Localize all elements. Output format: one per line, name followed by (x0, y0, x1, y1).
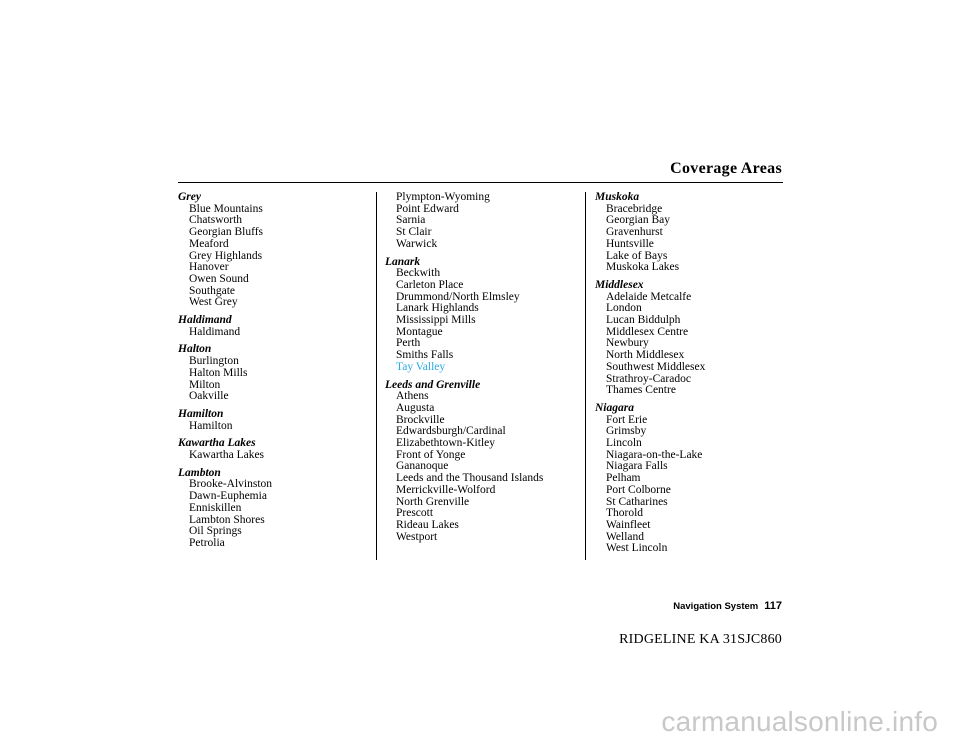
area-item: Petrolia (189, 536, 225, 549)
area-item: Leeds and the Thousand Islands (396, 472, 544, 485)
area-item: Prescott (396, 507, 434, 520)
area-item-list (595, 204, 785, 274)
area-item: Tay Valley (396, 360, 446, 373)
area-item-list (178, 450, 363, 462)
county-group (595, 403, 785, 555)
area-item: Milton (189, 378, 221, 391)
area-item: Carleton Place (396, 278, 464, 291)
area-item-list (178, 204, 363, 309)
county-heading: Haldimand (178, 314, 232, 327)
area-item: Hamilton (189, 419, 233, 432)
area-item: Plympton-Wyoming (396, 191, 490, 203)
area-item: Beckwith (396, 267, 441, 280)
county-group (385, 380, 580, 544)
area-item: Hanover (189, 261, 229, 274)
area-item: Thames Centre (606, 384, 676, 397)
area-item: Adelaide Metcalfe (606, 290, 692, 303)
header-rule (178, 182, 783, 183)
area-item-list (178, 421, 363, 433)
area-item: Fort Erie (606, 413, 648, 426)
column-divider-2 (585, 192, 586, 560)
area-item: Warwick (396, 237, 438, 250)
area-item: Lake of Bays (606, 249, 668, 262)
area-item: Huntsville (606, 237, 654, 250)
area-item: Bracebridge (606, 202, 663, 215)
page-number: 117 (764, 600, 782, 612)
area-item: West Lincoln (606, 542, 668, 555)
area-item: Strathroy-Caradoc (606, 372, 691, 385)
county-group (178, 468, 363, 550)
county-group (178, 409, 363, 432)
area-item: Niagara-on-the-Lake (606, 448, 703, 461)
area-item: Front of Yonge (396, 448, 466, 461)
area-item: Perth (396, 337, 421, 350)
county-heading: Hamilton (178, 407, 224, 420)
area-item: North Middlesex (606, 349, 685, 362)
area-item: Dawn-Euphemia (189, 490, 267, 503)
coverage-column-1 (178, 192, 363, 550)
area-item: Burlington (189, 355, 239, 368)
area-item: St Clair (396, 226, 432, 239)
county-heading: Leeds and Grenville (385, 378, 481, 391)
area-item-list (178, 479, 363, 549)
area-item: Gravenhurst (606, 226, 663, 239)
area-item: Lanark Highlands (396, 302, 479, 315)
area-item: Southgate (189, 284, 235, 297)
county-group (595, 192, 785, 274)
area-item: Middlesex Centre (606, 325, 689, 338)
county-group (178, 344, 363, 403)
column-divider-1 (376, 192, 377, 560)
watermark: carmanualsonline.info (661, 706, 938, 737)
area-item: Grimsby (606, 425, 647, 438)
county-group (385, 257, 580, 374)
area-item: Newbury (606, 337, 649, 350)
area-item: Wainfleet (606, 518, 651, 531)
continued-item-list (385, 192, 580, 251)
county-heading: Middlesex (595, 278, 644, 291)
area-item: Lambton Shores (189, 513, 265, 526)
area-item: Enniskillen (189, 501, 242, 514)
area-item: Brooke-Alvinston (189, 478, 273, 491)
area-item-list (178, 327, 363, 339)
area-item: Pelham (606, 472, 641, 485)
area-item: Point Edward (396, 202, 459, 215)
county-heading: Muskoka (595, 191, 640, 203)
area-item: Muskoka Lakes (606, 261, 680, 274)
area-item-list (595, 292, 785, 397)
county-heading: Lanark (385, 255, 421, 268)
area-item: Oil Springs (189, 525, 242, 538)
area-item: Georgian Bluffs (189, 226, 263, 239)
area-item: Brockville (396, 413, 445, 426)
area-item: Lucan Biddulph (606, 314, 681, 327)
area-item: Owen Sound (189, 272, 249, 285)
area-item-list (385, 391, 580, 543)
area-item: Chatsworth (189, 214, 243, 227)
area-item: Rideau Lakes (396, 518, 459, 531)
area-item: London (606, 302, 642, 315)
county-heading: Kawartha Lakes (178, 437, 256, 450)
area-item-list (595, 415, 785, 555)
county-heading: Grey (178, 191, 201, 203)
area-item: Gananoque (396, 460, 449, 473)
area-item: Grey Highlands (189, 249, 263, 262)
area-item: Lincoln (606, 437, 642, 450)
area-item: Smiths Falls (396, 349, 454, 362)
area-item: Oakville (189, 390, 229, 403)
area-item: Athens (396, 390, 429, 403)
area-item: Thorold (606, 507, 644, 520)
area-item: Sarnia (396, 214, 426, 227)
area-item: Elizabethtown-Kitley (396, 437, 495, 450)
county-heading: Halton (178, 343, 212, 356)
area-item: Drummond/North Elmsley (396, 290, 520, 303)
area-item: Kawartha Lakes (189, 449, 265, 462)
area-item: Welland (606, 530, 645, 543)
area-item: West Grey (189, 296, 238, 309)
county-group (178, 315, 363, 338)
area-item: Haldimand (189, 325, 241, 338)
model-code: RIDGELINE KA 31SJC860 (619, 632, 782, 647)
area-item: Westport (396, 530, 438, 543)
coverage-column-2 (385, 192, 580, 543)
area-item: Montague (396, 325, 443, 338)
footer-section-name: Navigation System (673, 601, 759, 612)
area-item: Edwardsburgh/Cardinal (396, 425, 506, 438)
county-group (178, 438, 363, 461)
area-item: Mississippi Mills (396, 314, 476, 327)
area-item: North Grenville (396, 495, 470, 508)
county-heading: Lambton (178, 466, 221, 479)
area-item: Merrickville-Wolford (396, 483, 496, 496)
area-item-list (385, 268, 580, 373)
coverage-column-3 (595, 192, 785, 555)
area-item: Halton Mills (189, 366, 248, 379)
area-item: Augusta (396, 401, 435, 414)
county-heading: Niagara (595, 401, 634, 414)
area-item: Blue Mountains (189, 202, 263, 215)
area-item-list (178, 356, 363, 403)
page-footer (673, 600, 782, 612)
area-item: Port Colborne (606, 483, 671, 496)
page-title: Coverage Areas (670, 160, 782, 177)
county-group (178, 192, 363, 309)
area-item: Meaford (189, 237, 229, 250)
area-item: St Catharines (606, 495, 668, 508)
area-item: Niagara Falls (606, 460, 668, 473)
area-item: Georgian Bay (606, 214, 670, 227)
county-group (595, 280, 785, 397)
area-item: Southwest Middlesex (606, 360, 706, 373)
